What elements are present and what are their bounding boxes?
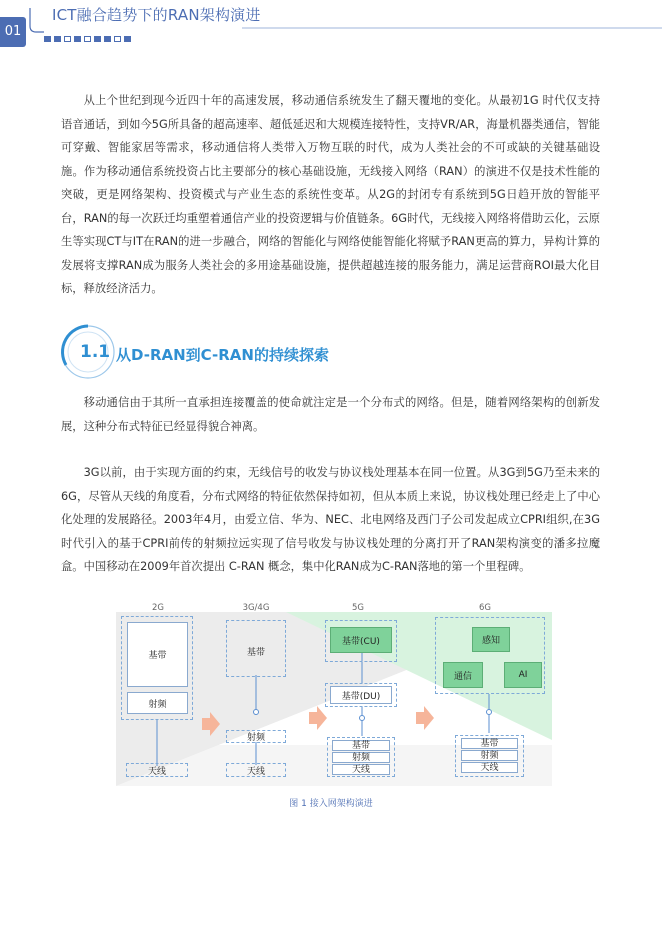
g6-sensing-block: 感知 — [472, 627, 510, 652]
g2-antenna-label: 天线 — [147, 767, 166, 777]
gen-label-6g: 6G — [479, 603, 491, 613]
paragraph-intro: 从上个世纪到现今近四十年的高速发展，移动通信系统发生了翻天覆地的变化。从最初1G 时代仅支持语音通话，到如今5G所具备的超高速率、超低延迟和大规模连接特性，支持VR/AR，海量机器类通信，智能可穿戴、智能家居等需求，移动通信将人类带入万物互联的时代，成为人类社会的不可或缺的关键基础设施。作为移动通信系统投资占比主要部分的核心基础设施，无线接入网络（RAN）的演进不仅是技术性能的突破，更是网络架构、投资模式与产业生态的系统性变革。从2G的封闭专有系统到5G日趋开放的智能平台，RAN的每一次跃迁均重塑着通信产业的投资逻辑与价值链条。6G时代，无线接入网络将借助云化，云原生等实现CT与IT在RAN的进一步融合，网络的智能化与网络使能智能化将赋予RAN更高的算力，异构计算的发展将支撑RAN成为服务人类社会的多用途基础设施，提供超越连接的服务能力，满足运营商ROI最大化目标，释放经济活力。 — [61, 94, 600, 295]
section-number: 1.1 — [80, 342, 111, 362]
g5-du-block: 基带(DU) — [330, 686, 392, 704]
g34-rf-label: 射频 — [246, 733, 265, 743]
page-number: 01 — [0, 17, 26, 47]
g34-antenna-label: 天线 — [246, 767, 265, 777]
g5-stack-rf: 射频 — [332, 752, 390, 763]
g6-stack-baseband: 基带 — [461, 738, 518, 749]
g6-stack-rf: 射频 — [461, 750, 518, 761]
g5-stack-antenna: 天线 — [332, 764, 390, 775]
g5-stack-baseband: 基带 — [332, 740, 390, 751]
section-title: 从D-RAN到C-RAN的持续探索 — [116, 346, 329, 364]
header-title: ICT融合趋势下的RAN架构演进 — [52, 6, 261, 24]
g6-comm-block: 通信 — [443, 662, 483, 688]
g6-ai-block: AI — [504, 662, 542, 688]
gen-label-3g4g: 3G/4G — [242, 603, 270, 613]
g2-baseband-block: 基带 — [127, 622, 188, 687]
g34-baseband-label: 基带 — [246, 648, 265, 658]
gen-label-2g: 2G — [152, 603, 164, 613]
header-squares-decoration — [44, 36, 131, 42]
g5-cu-block: 基带(CU) — [330, 627, 392, 653]
gen-label-5g: 5G — [352, 603, 364, 613]
g2-rf-block: 射频 — [127, 692, 188, 714]
g6-stack-antenna: 天线 — [461, 762, 518, 773]
figure-caption: 图 1 接入网架构演进 — [289, 799, 373, 809]
paragraph-cran-history: 3G以前，由于实现方面的约束，无线信号的收发与协议栈处理基本在同一位置。从3G到5G乃至未来的6G，尽管从天线的角度看，分布式网络的特征依然保持如初，但从本质上来说，协议栈处理已经走上了中心化处理的发展路径。2003年4月，由爱立信、华为、NEC、北电网络及西门子公司发起成立CPRI组织,在3G时代引入的基于CPRI前传的射频拉远实现了信号收发与协议栈处理的分离打开了RAN架构演变的潘多拉魔盒。中国移动在2009年首次提出 C-RAN 概念，集中化RAN成为C-RAN落地的第一个里程碑。 — [61, 466, 600, 573]
paragraph-distributed: 移动通信由于其所一直承担连接覆盖的使命就注定是一个分布式的网络。但是，随着网络架构的创新发展，这种分布式特征已经显得貌合神离。 — [61, 396, 600, 433]
